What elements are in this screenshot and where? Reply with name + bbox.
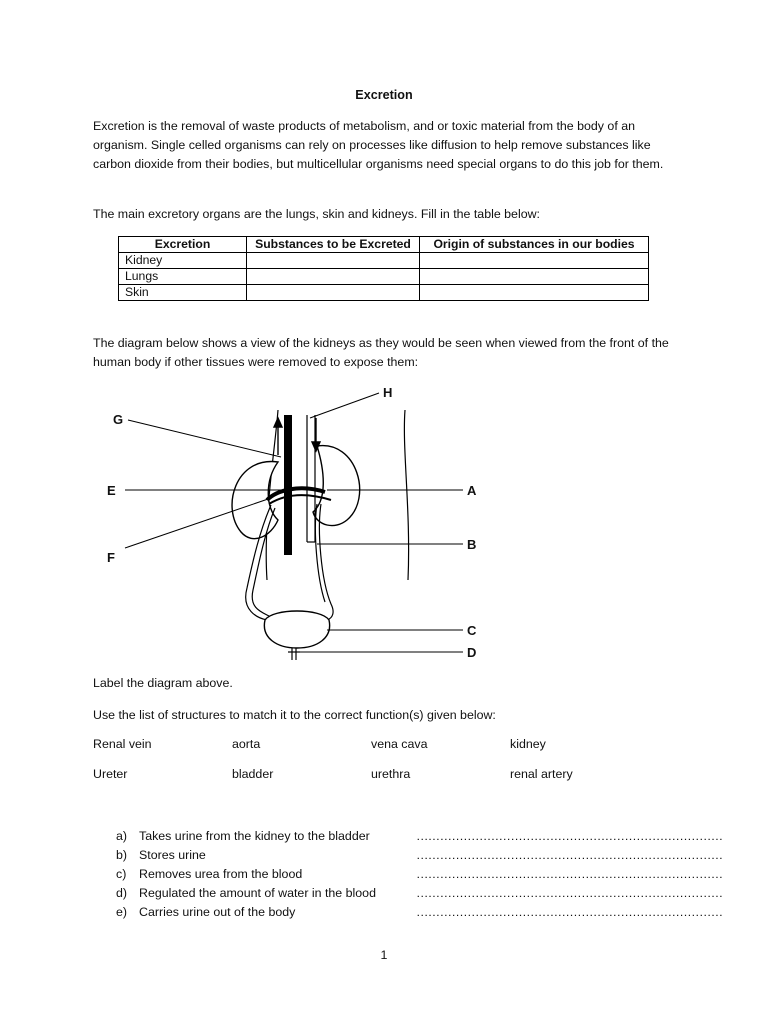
answer-blank[interactable]: ……………………………………………………………………	[416, 886, 723, 900]
page-title: Excretion	[355, 88, 413, 102]
table-header: Excretion	[119, 237, 247, 253]
answer-blank[interactable]: ……………………………………………………………………	[416, 848, 723, 862]
label-b: B	[467, 537, 477, 552]
vena-cava	[284, 415, 292, 555]
label-h: H	[383, 385, 393, 400]
table-row	[119, 269, 649, 285]
label-g: G	[113, 412, 124, 427]
label-e: E	[107, 483, 116, 498]
question-item	[116, 829, 723, 848]
label-d: D	[467, 645, 477, 660]
structure-word: kidney	[510, 737, 546, 751]
question-text: Stores urine	[139, 848, 206, 862]
structure-word: aorta	[232, 737, 261, 751]
answer-blank[interactable]: ……………………………………………………………………	[416, 867, 723, 881]
structure-list-row	[93, 767, 693, 785]
answer-cell[interactable]	[420, 253, 649, 269]
body-outline-right	[404, 410, 408, 580]
answer-cell[interactable]	[247, 253, 420, 269]
question-text: Carries urine out of the body	[139, 905, 296, 919]
structure-word: urethra	[371, 767, 411, 781]
structure-word: bladder	[232, 767, 274, 781]
question-item	[116, 905, 723, 924]
question-text: Takes urine from the kidney to the bladder	[139, 829, 370, 843]
organ-cell: Kidney	[119, 253, 247, 269]
label-instruction: Label the diagram above.	[93, 676, 233, 690]
question-letter: a)	[116, 829, 128, 843]
structure-word: Ureter	[93, 767, 128, 781]
question-letter: c)	[116, 867, 127, 881]
label-a: A	[467, 483, 477, 498]
answer-cell[interactable]	[420, 269, 649, 285]
answer-cell[interactable]	[247, 269, 420, 285]
kidney-diagram	[95, 380, 495, 665]
answer-blank[interactable]: ……………………………………………………………………	[416, 905, 723, 919]
table-instruction: The main excretory organs are the lungs, skin and kidneys. Fill in the table below:	[93, 207, 540, 221]
question-letter: e)	[116, 905, 128, 919]
diagram-intro-paragraph: The diagram below shows a view of the kidneys as they would be seen when viewed from the front of the human body if other tissues were removed to expose them:	[93, 336, 669, 369]
table-row	[119, 253, 649, 269]
excretion-table	[118, 236, 649, 301]
question-text: Regulated the amount of water in the blood	[139, 886, 376, 900]
page-number: 1	[380, 948, 388, 962]
intro-paragraph: Excretion is the removal of waste products of metabolism, and or toxic material from the body of an organism. Single celled organisms can rely on processes like diffusion to help remove substances like carbon dioxide from their bodies, but multicellular organisms need special organs to do this job for them.	[93, 119, 664, 171]
urethra	[288, 648, 300, 660]
question-letter: d)	[116, 886, 128, 900]
question-text: Removes urea from the blood	[139, 867, 303, 881]
blood-vessels	[267, 415, 331, 555]
table-header: Origin of substances in our bodies	[420, 237, 649, 253]
structure-word: vena cava	[371, 737, 428, 751]
organ-cell: Lungs	[119, 269, 247, 285]
question-item	[116, 886, 723, 905]
organ-cell: Skin	[119, 285, 247, 301]
table-row	[119, 285, 649, 301]
answer-cell[interactable]	[247, 285, 420, 301]
label-f: F	[107, 550, 115, 565]
table-header: Substances to be Excreted	[247, 237, 420, 253]
structure-list-row	[93, 737, 693, 755]
left-kidney	[232, 462, 278, 539]
flow-arrows	[274, 418, 320, 455]
structure-word: Renal vein	[93, 737, 152, 751]
answer-cell[interactable]	[420, 285, 649, 301]
question-letter: b)	[116, 848, 128, 862]
question-item	[116, 867, 723, 886]
structure-word: renal artery	[510, 767, 573, 781]
bladder	[264, 611, 329, 648]
label-c: C	[467, 623, 477, 638]
table-header-row	[119, 237, 649, 253]
answer-blank[interactable]: ……………………………………………………………………	[416, 829, 723, 843]
question-item	[116, 848, 723, 867]
match-instruction: Use the list of structures to match it to the correct function(s) given below:	[93, 708, 496, 722]
arrow-up-icon	[274, 418, 282, 427]
